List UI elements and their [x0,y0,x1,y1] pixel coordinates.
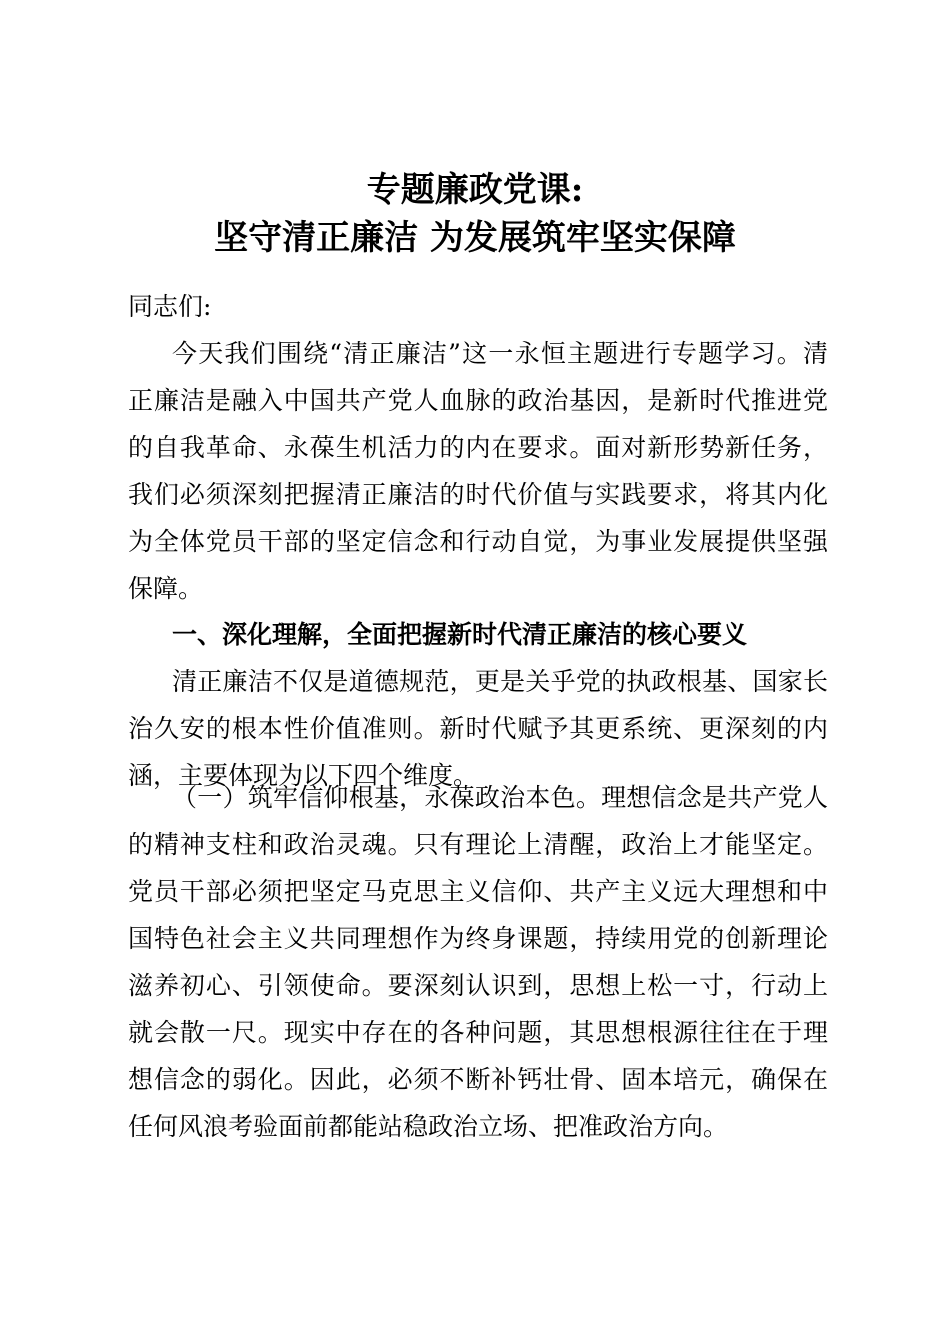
paragraph-line: 国特色社会主义共同理想作为终身课题，持续用党的创新理论 [128,924,828,953]
paragraph-line: 的自我革命、永葆生机活力的内在要求。面对新形势新任务， [128,433,828,462]
paragraph-intro [128,330,828,612]
paragraph-subsection-1 [128,774,828,1150]
paragraph-line: 清正廉洁不仅是道德规范，更是关乎党的执政根基、国家长 [172,667,828,696]
paragraph-line: 党员干部必须把坚定马克思主义信仰、共产主义远大理想和中 [128,877,828,906]
document-title-line-1: 专题廉政党课: [366,170,584,210]
section-heading-text: 一、深化理解，全面把握新时代清正廉洁的核心要义 [172,620,748,649]
paragraph-line: （一）筑牢信仰根基，永葆政治本色。理想信念是共产党人 [172,783,828,812]
paragraph-line: 为全体党员干部的坚定信念和行动自觉，为事业发展提供坚强 [128,527,828,556]
salutation [128,283,828,330]
paragraph-line: 任何风浪考验面前都能站稳政治立场、把准政治方向。 [128,1112,729,1141]
paragraph-line: 正廉洁是融入中国共产党人血脉的政治基因，是新时代推进党 [128,386,828,415]
paragraph-line: 涵，主要体现为以下四个维度。 [128,761,479,790]
paragraph-line: 我们必须深刻把握清正廉洁的时代价值与实践要求，将其内化 [128,480,828,509]
paragraph-line: 就会散一尺。现实中存在的各种问题，其思想根源往往在于理 [128,1018,828,1047]
paragraph-line: 滋养初心、引领使命。要深刻认识到，思想上松一寸，行动上 [128,971,828,1000]
paragraph-line: 今天我们围绕“清正廉洁”这一永恒主题进行专题学习。清 [172,339,828,368]
salutation-text: 同志们: [128,292,212,321]
paragraph-line: 保障。 [128,574,204,603]
paragraph-line: 治久安的根本性价值准则。新时代赋予其更系统、更深刻的内 [128,714,828,743]
paragraph-line: 的精神支柱和政治灵魂。只有理论上清醒，政治上才能坚定。 [128,830,828,859]
paragraph-line: 想信念的弱化。因此，必须不断补钙壮骨、固本培元，确保在 [128,1065,828,1094]
section-heading-1 [128,611,828,658]
document-title-line-2: 坚守清正廉洁 为发展筑牢坚实保障 [214,218,736,258]
